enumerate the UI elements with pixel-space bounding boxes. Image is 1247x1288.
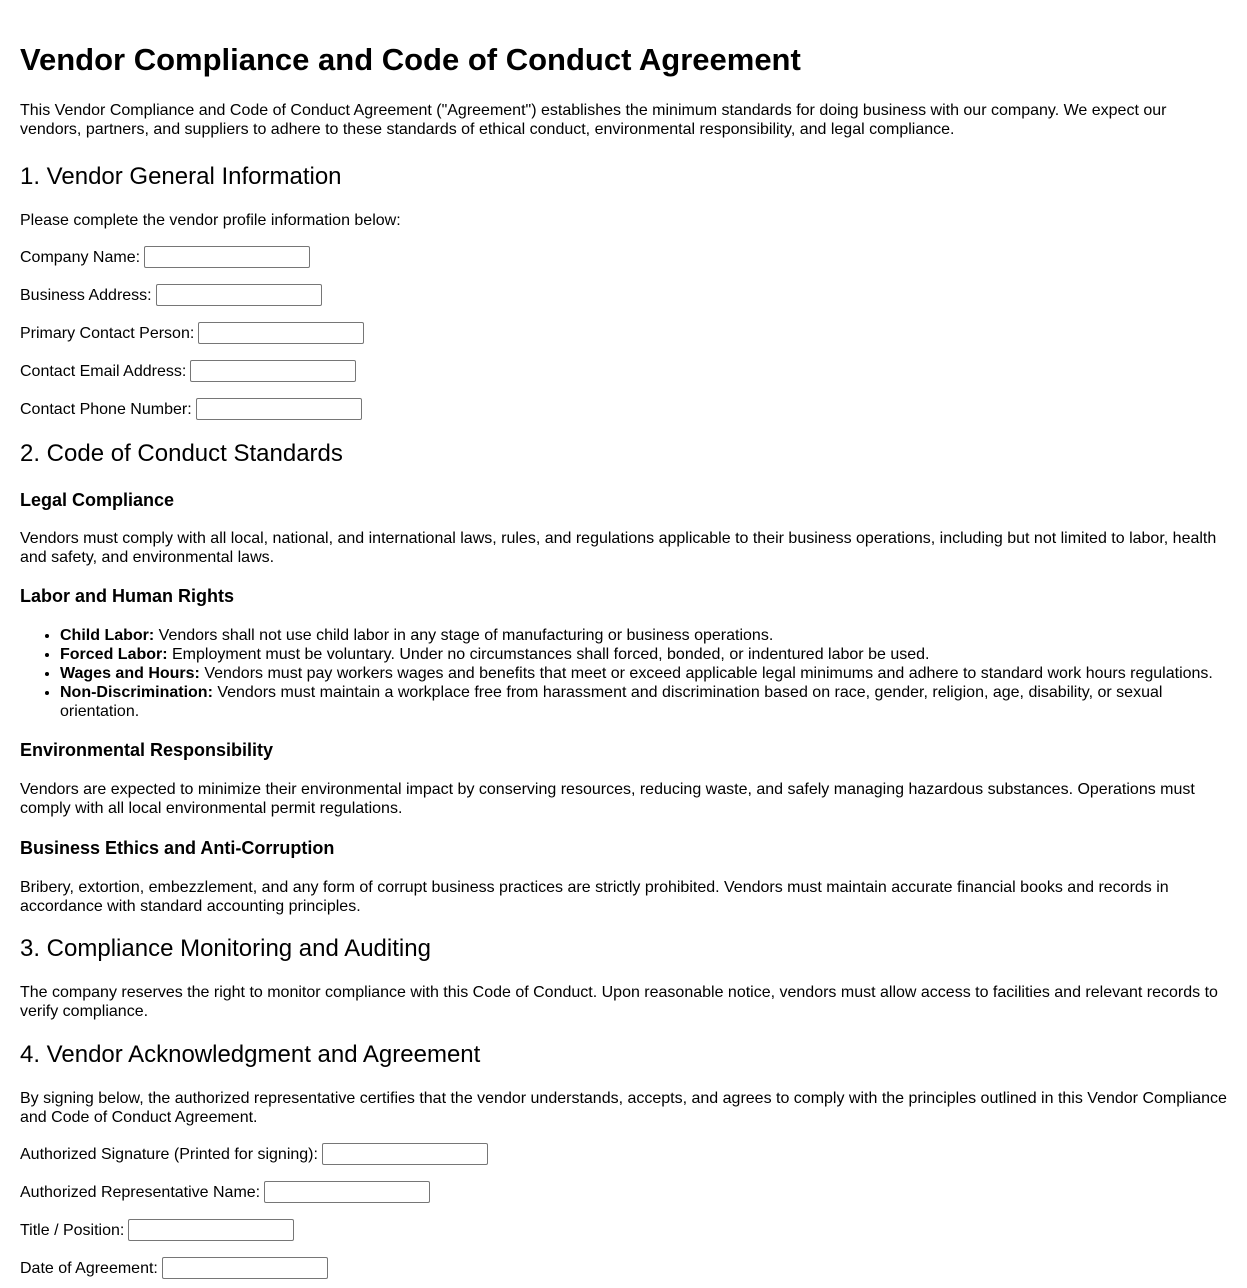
representative-name-label: Authorized Representative Name: [20,1183,261,1201]
list-item-wages-hours [60,664,1227,683]
labor-rights-heading: Labor and Human Rights [20,586,235,606]
section2-heading: 2. Code of Conduct Standards [20,440,343,467]
ethics-text: Bribery, extortion, embezzlement, and any form of corrupt business practices are strictly prohibited. Vendors must maintain accurate financial books and records in accordance with standard accounting principles. [20,879,1169,915]
primary-contact-label: Primary Contact Person: [20,324,195,342]
intro-paragraph: This Vendor Compliance and Code of Conduct Agreement ("Agreement") establishes the minimum standards for doing business with our company. We expect our vendors, partners, and suppliers to adhere to these standards of ethical conduct, environmental responsibility, and legal compliance. [20,102,1167,138]
company-name-label: Company Name: [20,248,141,266]
child-labor-term: Child Labor: [60,627,155,644]
contact-email-input[interactable] [190,360,356,382]
authorized-signature-input[interactable] [322,1143,488,1165]
company-name-input[interactable] [144,246,310,268]
business-address-label: Business Address: [20,286,152,304]
non-discrimination-text: Vendors must maintain a workplace free from harassment and discrimination based on race, gender, religion, age, disability, or sexual orientation. [60,684,1163,720]
business-address-row [20,284,1227,306]
legal-compliance-text: Vendors must comply with all local, national, and international laws, rules, and regulations applicable to their business operations, including but not limited to labor, health and safety, and environmental laws. [20,530,1217,566]
non-discrimination-term: Non-Discrimination: [60,684,213,701]
authorized-signature-label: Authorized Signature (Printed for signing): [20,1145,318,1163]
agreement-date-input[interactable] [162,1257,328,1279]
wages-hours-term: Wages and Hours: [60,665,200,682]
business-address-input[interactable] [156,284,322,306]
list-item-non-discrimination [60,683,1227,721]
section1-prompt: Please complete the vendor profile information below: [20,212,401,229]
contact-phone-row [20,398,1227,420]
ethics-heading: Business Ethics and Anti-Corruption [20,838,335,858]
page-title: Vendor Compliance and Code of Conduct Agreement [20,42,801,77]
contact-phone-input[interactable] [196,398,362,420]
environmental-text: Vendors are expected to minimize their environmental impact by conserving resources, reducing waste, and safely managing hazardous substances. Operations must comply with all local environmental permit regulations. [20,781,1195,817]
forced-labor-term: Forced Labor: [60,646,168,663]
contact-email-row [20,360,1227,382]
title-position-label: Title / Position: [20,1221,125,1239]
authorized-signature-row [20,1143,1227,1165]
labor-rights-list [20,626,1227,721]
representative-name-input[interactable] [264,1181,430,1203]
child-labor-text: Vendors shall not use child labor in any stage of manufacturing or business operations. [154,627,774,644]
title-position-row [20,1219,1227,1241]
contact-phone-label: Contact Phone Number: [20,400,192,418]
legal-compliance-heading: Legal Compliance [20,490,175,510]
agreement-date-row [20,1257,1227,1279]
forced-labor-text: Employment must be voluntary. Under no circumstances shall forced, bonded, or indentured labor be used. [167,646,930,663]
agreement-date-label: Date of Agreement: [20,1259,158,1277]
section3-text: The company reserves the right to monitor compliance with this Code of Conduct. Upon reasonable notice, vendors must allow access to facilities and relevant records to verify compliance. [20,984,1218,1020]
title-position-input[interactable] [128,1219,294,1241]
primary-contact-input[interactable] [198,322,364,344]
contact-email-label: Contact Email Address: [20,362,187,380]
company-name-row [20,246,1227,268]
environmental-heading: Environmental Responsibility [20,740,274,760]
list-item-forced-labor [60,645,1227,664]
representative-name-row [20,1181,1227,1203]
primary-contact-row [20,322,1227,344]
section4-text: By signing below, the authorized representative certifies that the vendor understands, accepts, and agrees to comply with the principles outlined in this Vendor Compliance and Code of Conduct Agreement. [20,1090,1227,1126]
wages-hours-text: Vendors must pay workers wages and benefits that meet or exceed applicable legal minimums and adhere to standard work hours regulations. [199,665,1213,682]
section1-heading: 1. Vendor General Information [20,163,342,190]
section4-heading: 4. Vendor Acknowledgment and Agreement [20,1041,481,1068]
section3-heading: 3. Compliance Monitoring and Auditing [20,935,431,962]
list-item-child-labor [60,626,1227,645]
